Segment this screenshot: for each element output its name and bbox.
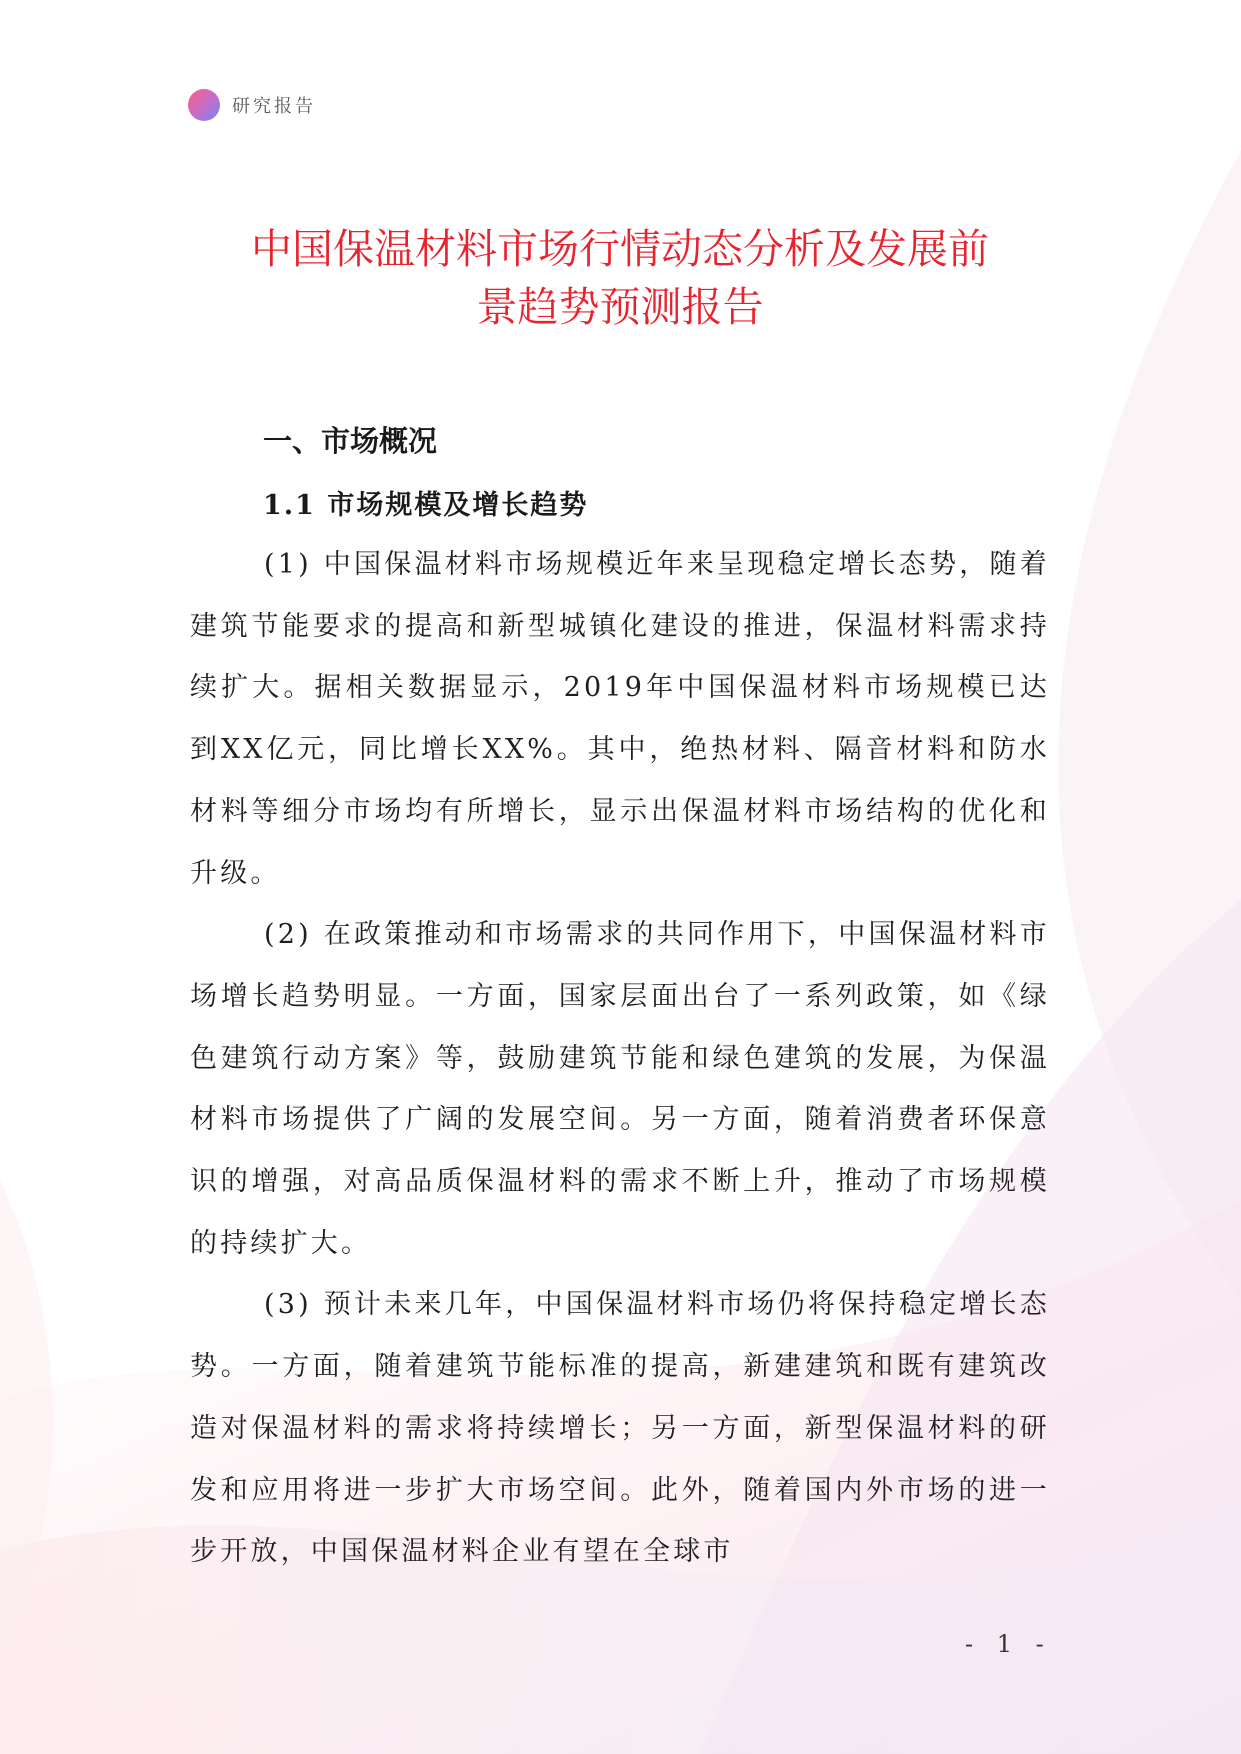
paragraph-2: (2) 在政策推动和市场需求的共同作用下，中国保温材料市场增长趋势明显。一方面，国家层面出台了一系列政策，如《绿色建筑行动方案》等，鼓励建筑节能和绿色建筑的发展，为保温材料市场提供了广阔的发展空间。另一方面，随着消费者环保意识的增强，对高品质保温材料的需求不断上升，推动了市场规模的持续扩大。 xyxy=(190,919,1050,1259)
section-heading: 一、市场概况 xyxy=(263,424,438,458)
page-header xyxy=(188,88,316,122)
report-title xyxy=(190,220,1050,336)
subsection-heading: 1.1 市场规模及增长趋势 xyxy=(263,490,589,521)
paragraph-1: (1) 中国保温材料市场规模近年来呈现稳定增长态势，随着建筑节能要求的提高和新型城镇化建设的推进，保温材料需求持续扩大。据相关数据显示，2019年中国保温材料市场规模已达到XX亿元，同比增长XX%。其中，绝热材料、隔音材料和防水材料等细分市场均有所增长，显示出保温材料市场结构的优化和升级。 xyxy=(190,549,1050,889)
header-label: 研究报告 xyxy=(232,96,316,117)
body-text xyxy=(190,534,1050,1583)
page-number: - 1 - xyxy=(965,1630,1052,1658)
paragraph-3: (3) 预计未来几年，中国保温材料市场仍将保持稳定增长态势。一方面，随着建筑节能标准的提高，新建建筑和既有建筑改造对保温材料的需求将持续增长；另一方面，新型保温材料的研发和应用将进一步扩大市场空间。此外，随着国内外市场的进一步开放，中国保温材料企业有望在全球市 xyxy=(190,1289,1050,1568)
report-title-line-1: 中国保温材料市场行情动态分析及发展前 xyxy=(251,225,989,273)
report-title-line-2: 景趋势预测报告 xyxy=(476,283,764,331)
report-logo-icon xyxy=(188,89,220,121)
